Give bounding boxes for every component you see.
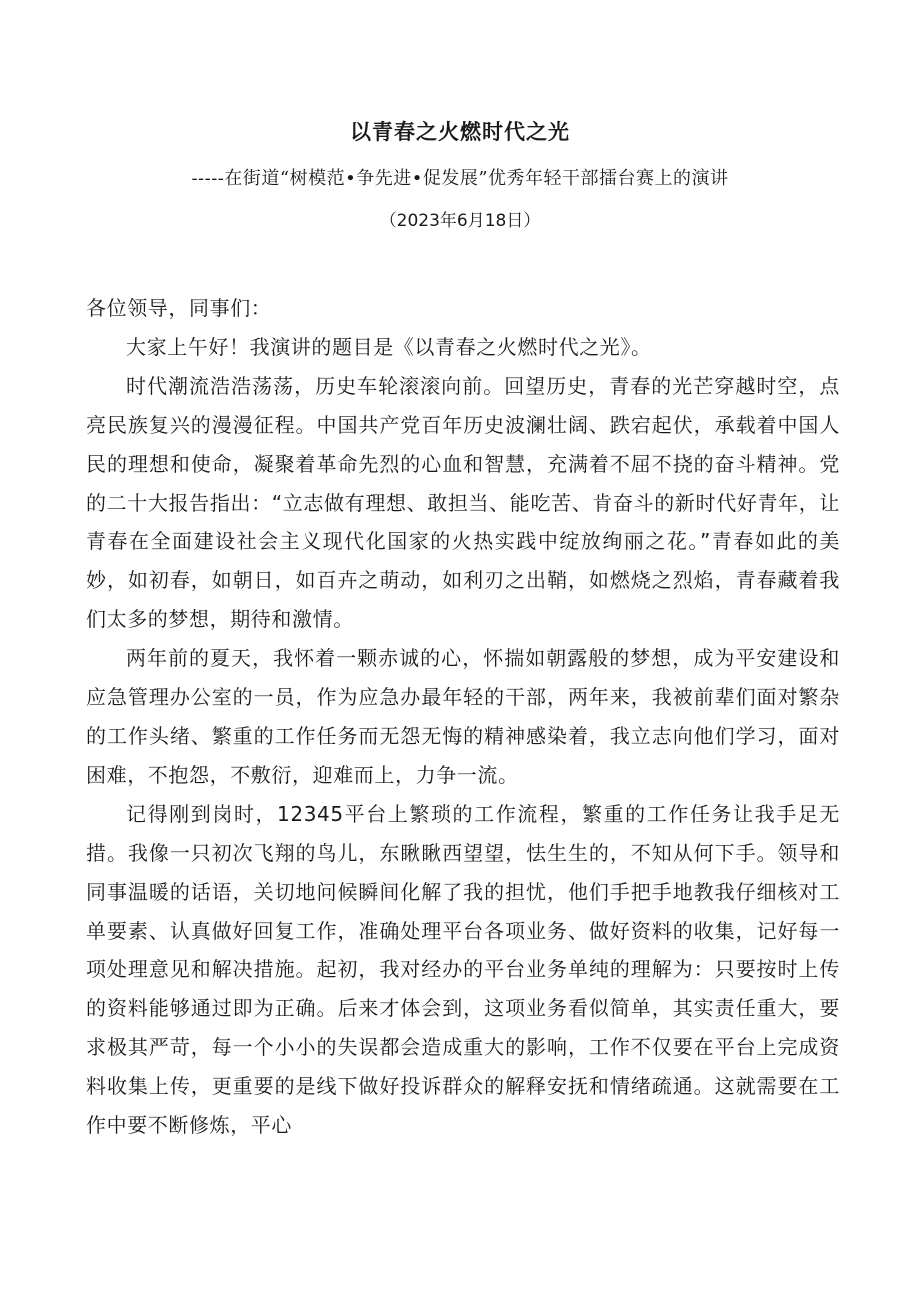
body-paragraph-1: 大家上午好！我演讲的题目是《以青春之火燃时代之光》。 — [126, 334, 652, 359]
body-paragraph-4: 记得刚到岗时，12345平台上繁琐的工作流程，繁重的工作任务让我手足无措。我像一只初次飞翔的鸟儿，东瞅瞅西望望，怯生生的，不知从何下手。领导和同事温暖的话语，关切地问候瞬间化解了我的担忧，他们手把手地教我仔细核对工单要素、认真做好回复工作，准确处理平台各项业务、做好资料的收集，记好每一项处理意见和解决措施。起初，我对经办的平台业务单纯的理解为：只要按时上传的资料能够通过即为正确。后来才体会到，这项业务看似简单，其实责任重大，要求极其严苛，每一个小小的失误都会造成重大的影响，工作不仅要在平台上完成资料收集上传，更重要的是线下做好投诉群众的解释安抚和情绪疏通。这就需要在工作中要不断修炼，平心 — [86, 801, 840, 1138]
greeting-line: 各位领导，同事们： — [86, 296, 272, 320]
body-paragraph-2: 时代潮流浩浩荡荡，历史车轮滚滚向前。回望历史，青春的光芒穿越时空，点亮民族复兴的漫漫征程。中国共产党百年历史波澜壮阔、跌宕起伏，承载着中国人民的理想和使命，凝聚着革命先烈的心血和智慧，充满着不屈不挠的奋斗精神。党的二十大报告指出：“立志做有理想、敢担当、能吃苦、肯奋斗的新时代好青年，让青春在全面建设社会主义现代化国家的火热实践中绽放绚丽之花。”青春如此的美妙，如初春，如朝日，如百卉之萌动，如利刃之出鞘，如燃烧之烈焰，青春藏着我们太多的梦想，期待和激情。 — [86, 373, 840, 632]
body-paragraph-3: 两年前的夏天，我怀着一颗赤诚的心，怀揣如朝露般的梦想，成为平安建设和应急管理办公室的一员，作为应急办最年轻的干部，两年来，我被前辈们面对繁杂的工作头绪、繁重的工作任务而无怨无悔的精神感染着，我立志向他们学习，面对困难，不抱怨，不敷衍，迎难而上，力争一流。 — [86, 646, 840, 787]
document-date: （2023年6月18日） — [379, 211, 541, 231]
document-title: 以青春之火燃时代之光 — [350, 120, 570, 144]
document-body — [86, 289, 840, 1145]
document-subtitle: -----在街道“树模范•争先进•促发展”优秀年轻干部擂台赛上的演讲 — [191, 168, 729, 189]
